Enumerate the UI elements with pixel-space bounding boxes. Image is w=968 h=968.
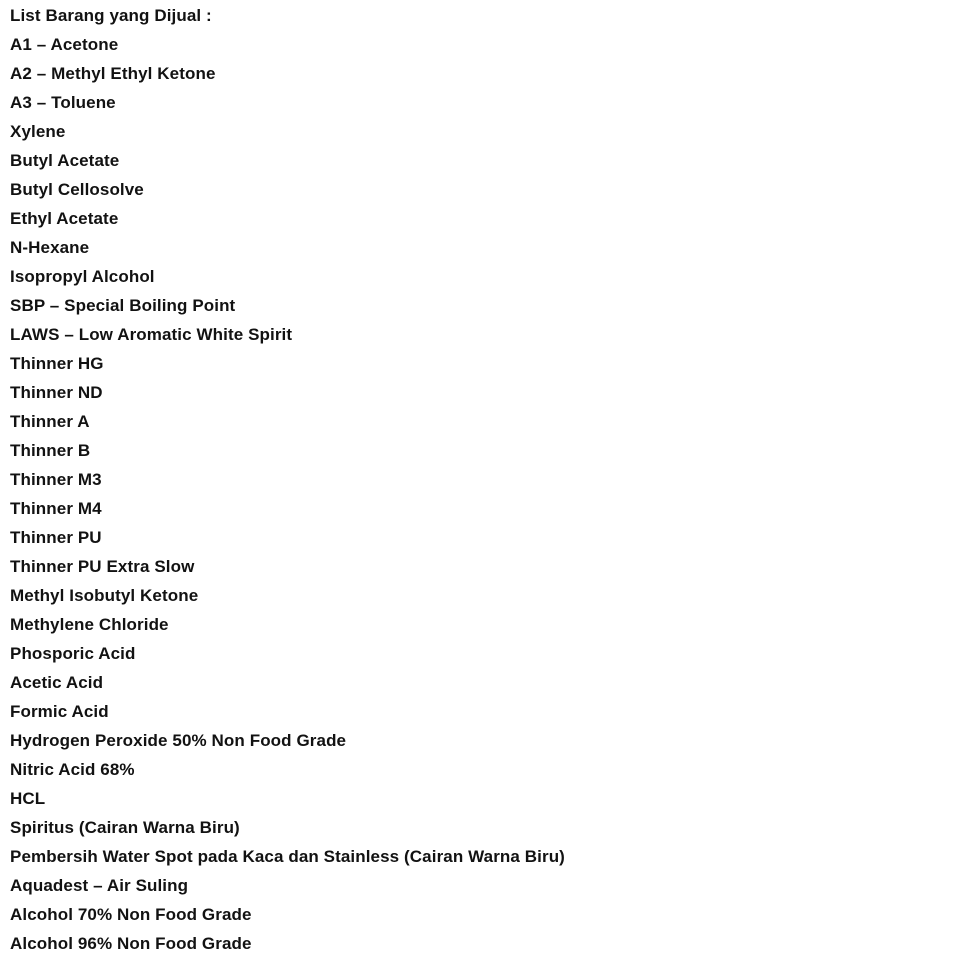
list-item: Hydrogen Peroxide 50% Non Food Grade [10, 731, 347, 750]
list-item: Thinner B [10, 441, 91, 460]
list-item: Butyl Acetate [10, 151, 120, 170]
list-item: Thinner M4 [10, 499, 102, 518]
list-item: Aquadest – Air Suling [10, 876, 189, 895]
list-item: A2 – Methyl Ethyl Ketone [10, 64, 216, 83]
list-item: LAWS – Low Aromatic White Spirit [10, 325, 293, 344]
list-item: Thinner PU Extra Slow [10, 557, 195, 576]
list-item: Alcohol 96% Non Food Grade [10, 934, 252, 953]
list-item: HCL [10, 789, 46, 808]
list-item: A1 – Acetone [10, 35, 119, 54]
list-item: Spiritus (Cairan Warna Biru) [10, 818, 240, 837]
list-item: Phosporic Acid [10, 644, 136, 663]
list-item: Acetic Acid [10, 673, 104, 692]
list-item: N-Hexane [10, 238, 90, 257]
list-item: Thinner PU [10, 528, 102, 547]
list-item: Thinner ND [10, 383, 103, 402]
list-item: Thinner HG [10, 354, 104, 373]
item-list [10, 30, 956, 958]
page-title: List Barang yang Dijual : [10, 6, 212, 25]
list-item: Ethyl Acetate [10, 209, 119, 228]
list-item: Alcohol 70% Non Food Grade [10, 905, 252, 924]
list-item: Pembersih Water Spot pada Kaca dan Stainless (Cairan Warna Biru) [10, 847, 565, 866]
list-item: Formic Acid [10, 702, 109, 721]
list-item: Xylene [10, 122, 66, 141]
list-item: SBP – Special Boiling Point [10, 296, 236, 315]
list-item: Methylene Chloride [10, 615, 169, 634]
list-item: Isopropyl Alcohol [10, 267, 155, 286]
list-item: Thinner M3 [10, 470, 102, 489]
list-item: Butyl Cellosolve [10, 180, 144, 199]
list-item: A3 – Toluene [10, 93, 116, 112]
list-item: Methyl Isobutyl Ketone [10, 586, 199, 605]
list-item: Thinner A [10, 412, 90, 431]
list-item: Nitric Acid 68% [10, 760, 135, 779]
